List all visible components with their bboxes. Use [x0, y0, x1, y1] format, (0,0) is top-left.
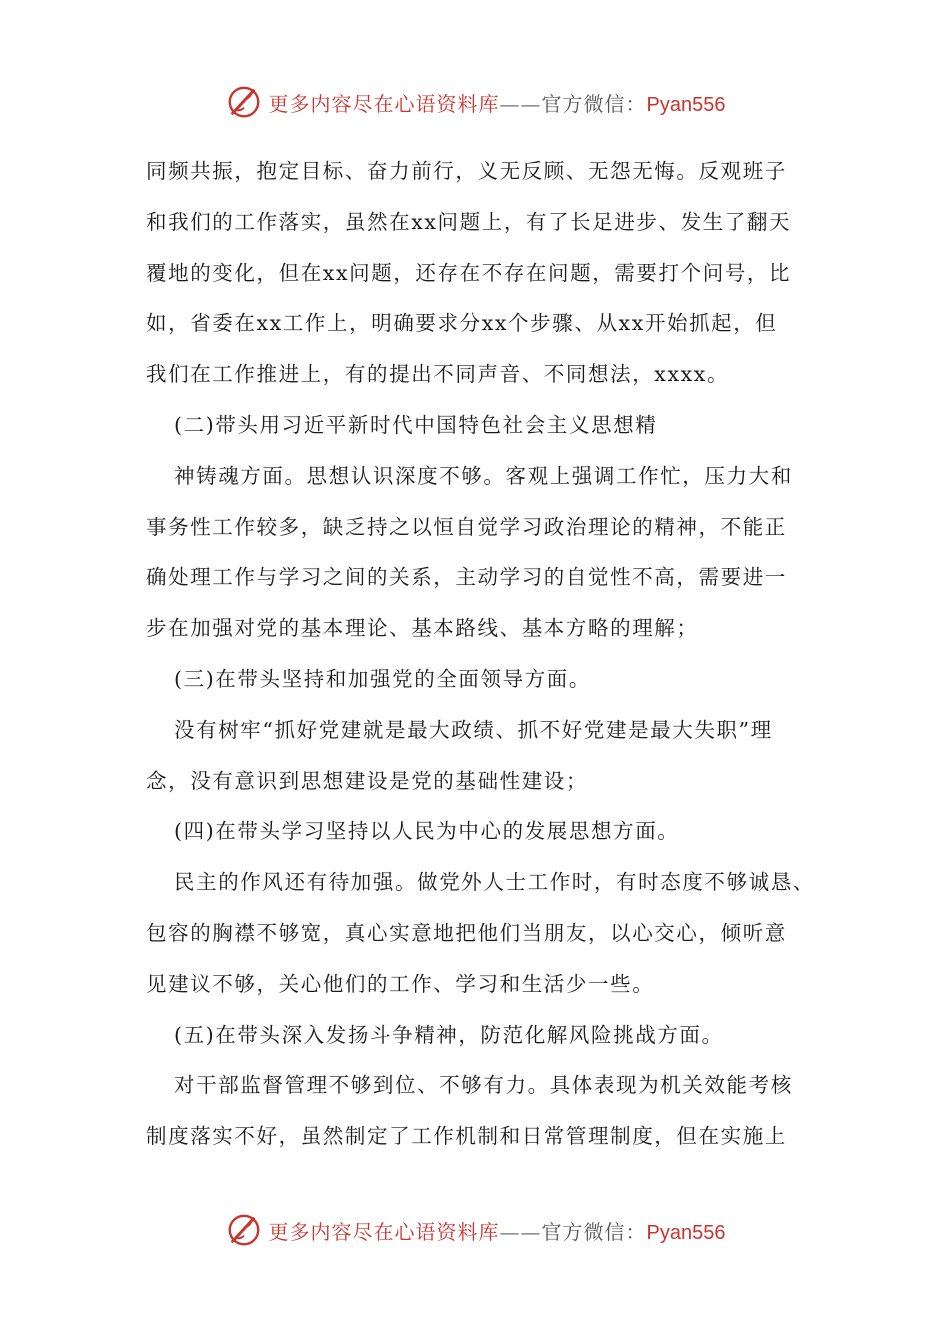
section-heading: (二)带头用习近平新时代中国特色社会主义思想精	[174, 412, 658, 437]
section-heading: (五)在带头深入发扬斗争精神，防范化解风险挑战方面。	[174, 1022, 724, 1047]
text-line: 步在加强对党的基本理论、基本路线、基本方略的理解；	[146, 616, 699, 641]
document-body	[146, 146, 815, 1162]
text-line: 民主的作风还有待加强。做党外人士工作时，有时态度不够诚恳、	[174, 870, 815, 895]
text-line: 念，没有意识到思想建设是党的基础性建设；	[146, 768, 588, 793]
section-heading: (四)在带头学习坚持以人民为中心的发展思想方面。	[174, 819, 680, 844]
text-line: 事务性工作较多，缺乏持之以恒自觉学习政治理论的精神，不能正	[146, 514, 787, 539]
text-line: 如，省委在xx工作上，明确要求分xx个步骤、从xx开始抓起，但	[146, 311, 778, 336]
text-line: 同频共振，抱定目标、奋力前行，义无反顾、无怨无悔。反观班子	[146, 159, 787, 183]
text-line: 见建议不够，关心他们的工作、学习和生活少一些。	[146, 971, 655, 996]
quill-pen-logo-icon	[225, 1211, 263, 1249]
text-line: 覆地的变化，但在xx问题，还存在不存在问题，需要打个问号，比	[146, 260, 792, 285]
footer-watermark	[0, 1210, 950, 1250]
text-line: 确处理工作与学习之间的关系，主动学习的自觉性不高，需要进一	[146, 565, 787, 590]
text-line: 和我们的工作落实，虽然在xx问题上，有了长足进步、发生了翻天	[146, 209, 792, 234]
text-line: 对干部监督管理不够到位、不够有力。具体表现为机关效能考核	[174, 1073, 793, 1098]
watermark-text: 更多内容尽在心语资料库——官方微信：Pyan556	[268, 1219, 726, 1244]
text-line: 制度落实不好，虽然制定了工作机制和日常管理制度，但在实施上	[146, 1124, 787, 1149]
watermark-text: 更多内容尽在心语资料库——官方微信：Pyan556	[268, 91, 726, 116]
text-line: 我们在工作推进上，有的提出不同声音、不同想法，xxxx。	[146, 362, 730, 387]
text-line: 没有树牢“抓好党建就是最大政绩、抓不好党建是最大失职”理	[174, 717, 773, 742]
text-line: 神铸魂方面。思想认识深度不够。客观上强调工作忙，压力大和	[174, 463, 793, 488]
text-line: 包容的胸襟不够宽，真心实意地把他们当朋友，以心交心，倾听意	[146, 920, 787, 945]
header-watermark	[0, 82, 950, 122]
quill-pen-logo-icon	[225, 83, 263, 121]
section-heading: (三)在带头坚持和加强党的全面领导方面。	[174, 666, 591, 691]
